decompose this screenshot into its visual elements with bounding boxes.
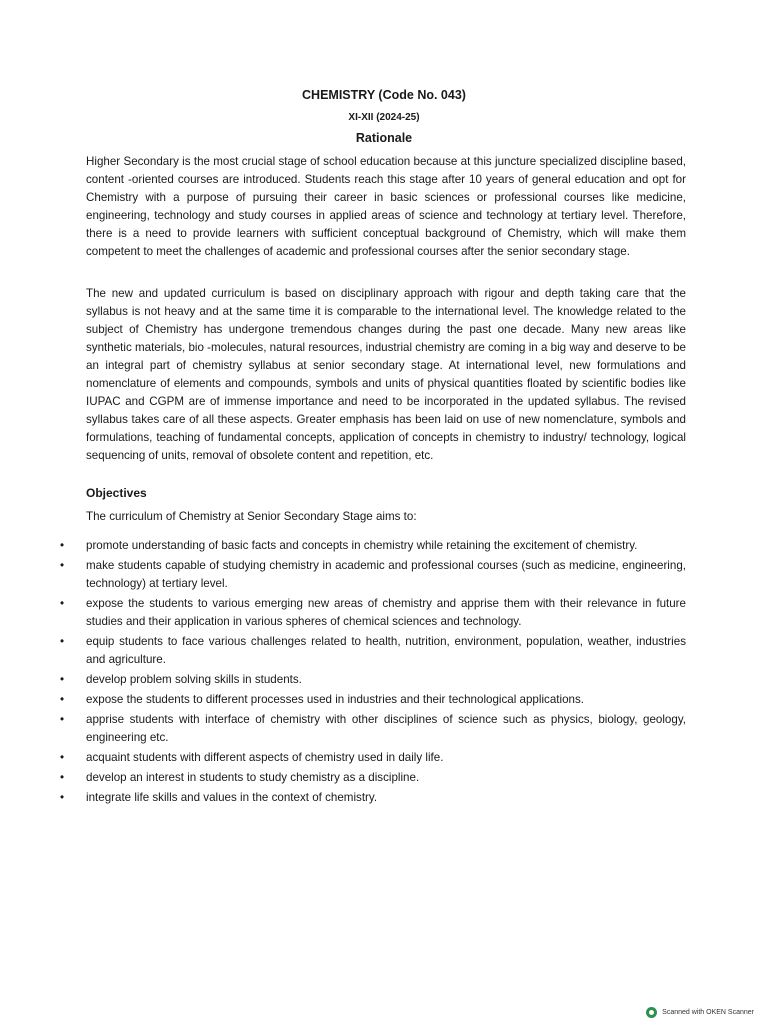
objectives-intro: The curriculum of Chemistry at Senior Secondary Stage aims to: <box>86 510 417 523</box>
list-item <box>60 633 686 669</box>
list-item <box>60 537 686 555</box>
list-item <box>60 749 686 767</box>
list-item-text: apprise students with interface of chemistry with other disciplines of science such as physics, biology, geology, engineering etc. <box>86 713 686 744</box>
bullet-icon: • <box>60 713 65 726</box>
page-subtitle: XI-XII (2024-25) <box>348 112 420 123</box>
objectives-list <box>60 537 686 809</box>
bullet-icon: • <box>60 597 65 610</box>
list-item <box>60 595 686 631</box>
scanner-watermark <box>646 1007 754 1018</box>
list-item-text: integrate life skills and values in the context of chemistry. <box>86 791 378 804</box>
list-item-text: promote understanding of basic facts and concepts in chemistry while retaining the excitement of chemistry. <box>86 539 638 552</box>
bullet-icon: • <box>60 673 65 686</box>
rationale-heading: Rationale <box>355 131 413 145</box>
list-item <box>60 691 686 709</box>
list-item-text: expose the students to various emerging new areas of chemistry and apprise them with their relevance in future studies and their application in various spheres of chemical sciences and technology. <box>86 597 686 628</box>
bullet-icon: • <box>60 559 65 572</box>
list-item-text: develop an interest in students to study chemistry as a discipline. <box>86 771 420 784</box>
list-item <box>60 557 686 593</box>
rationale-paragraph-2: The new and updated curriculum is based on disciplinary approach with rigour and depth taking care that the syllabus is not heavy and at the same time it is comparable to the international level. The knowledge related to the subject of Chemistry has undergone tremendous changes during the past one decade. Many new areas like synthetic materials, bio -molecules, natural resources, industrial chemistry are coming in a big way and deserve to be an integral part of chemistry syllabus at senior secondary stage. At international level, new formulations and nomenclature of elements and compounds, symbols and units of physical quantities floated by scientific bodies like IUPAC and CGPM are of immense importance and need to be incorporated in the updated syllabus. The revised syllabus takes care of all these aspects. Greater emphasis has been laid on use of new nomenclature, symbols and formulations, teaching of fundamental concepts, application of concepts in chemistry to industry/ technology, logical sequencing of units, removal of obsolete content and repetition, etc. <box>86 287 686 462</box>
bullet-icon: • <box>60 539 65 552</box>
scanner-logo-icon <box>646 1007 657 1018</box>
scanner-label: Scanned with OKEN Scanner <box>662 1009 754 1016</box>
page-title: CHEMISTRY (Code No. 043) <box>302 88 466 102</box>
objectives-heading: Objectives <box>86 486 147 500</box>
list-item <box>60 789 686 807</box>
list-item <box>60 711 686 747</box>
list-item-text: expose the students to different processes used in industries and their technological applications. <box>86 693 584 706</box>
bullet-icon: • <box>60 771 65 784</box>
list-item-text: equip students to face various challenges related to health, nutrition, environment, population, weather, industries and agriculture. <box>86 635 686 666</box>
rationale-paragraph-1: Higher Secondary is the most crucial stage of school education because at this juncture specialized discipline based, content -oriented courses are introduced. Students reach this stage after 10 years of general education and opt for Chemistry with a purpose of pursuing their career in basic sciences or professional courses like medicine, engineering, technology and study courses in applied areas of science and technology at tertiary level. Therefore, there is a need to provide learners with sufficient conceptual background of Chemistry, which will make them competent to meet the challenges of academic and professional courses after the senior secondary stage. <box>86 155 686 258</box>
bullet-icon: • <box>60 635 65 648</box>
list-item <box>60 671 686 689</box>
bullet-icon: • <box>60 693 65 706</box>
bullet-icon: • <box>60 751 65 764</box>
list-item-text: develop problem solving skills in students. <box>86 673 302 686</box>
bullet-icon: • <box>60 791 65 804</box>
list-item <box>60 769 686 787</box>
list-item-text: make students capable of studying chemistry in academic and professional courses (such as medicine, engineering, technology) at tertiary level. <box>86 559 686 590</box>
list-item-text: acquaint students with different aspects of chemistry used in daily life. <box>86 751 444 764</box>
